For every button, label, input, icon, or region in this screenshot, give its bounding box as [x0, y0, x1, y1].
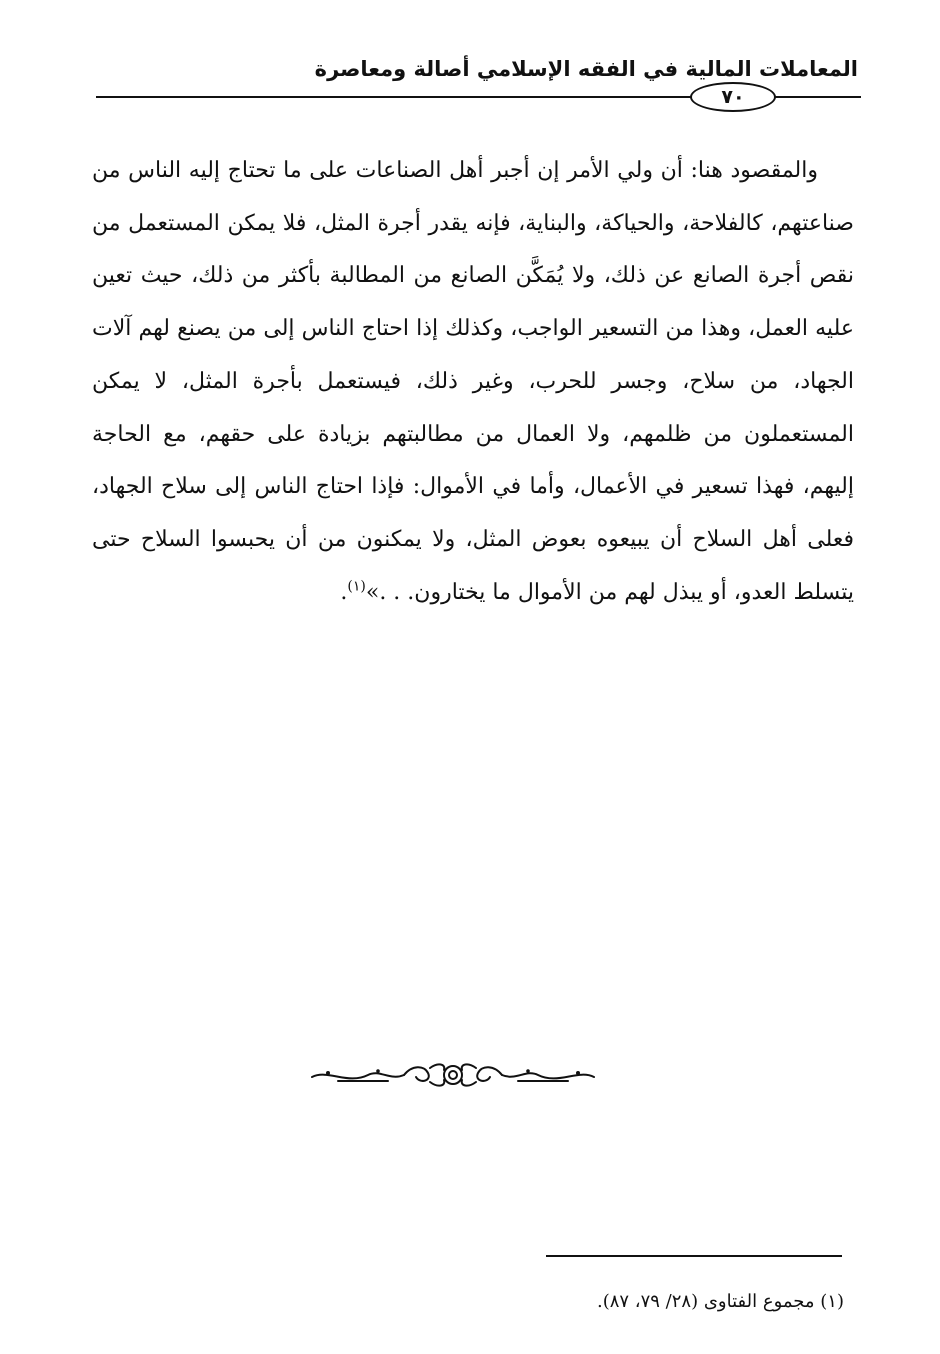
body-paragraph-closing: .: [340, 579, 348, 605]
decorative-divider-icon: [308, 1060, 598, 1090]
body-paragraph: [92, 145, 854, 619]
running-header-title: المعاملات المالية في الفقه الإسلامي أصالة ومعاصرة: [314, 57, 858, 81]
footnote-separator: [546, 1255, 842, 1257]
body-paragraph-text: والمقصود هنا: أن ولي الأمر إن أجبر أهل الصناعات على ما تحتاج إليه الناس من صناعتهم، كالفلاحة، والحياكة، والبناية، فإنه يقدر أجرة المثل، فلا يمكن المستعمل من نقص أجرة الصانع عن ذلك، ولا يُمَكَّن الصانع من المطالبة بأكثر من ذلك، حيث تعين عليه العمل، وهذا من التسعير الواجب، وكذلك إذا احتاج الناس إلى من يصنع لهم آلات الجهاد، من سلاح، وجسر للحرب، وغير ذلك، فيستعمل بأجرة المثل، لا يمكن المستعملون من ظلمهم، ولا العمال من مطالبتهم بزيادة على حقهم، مع الحاجة إليهم، فهذا تسعير في الأعمال، وأما في الأموال: فإذا احتاج الناس إلى سلاح الجهاد، فعلى أهل السلاح أن يبيعوه بعوض المثل، ولا يمكنون من أن يحبسوا السلاح حتى يتسلط العدو، أو يبذل لهم من الأموال ما يختارون. . .»: [92, 158, 854, 605]
page-number: ٧٠: [690, 82, 776, 112]
footnote-reference-marker: (١): [347, 578, 366, 595]
footnote-1: (١) مجموع الفتاوى (٢٨/ ٧٩، ٨٧).: [596, 1291, 844, 1312]
